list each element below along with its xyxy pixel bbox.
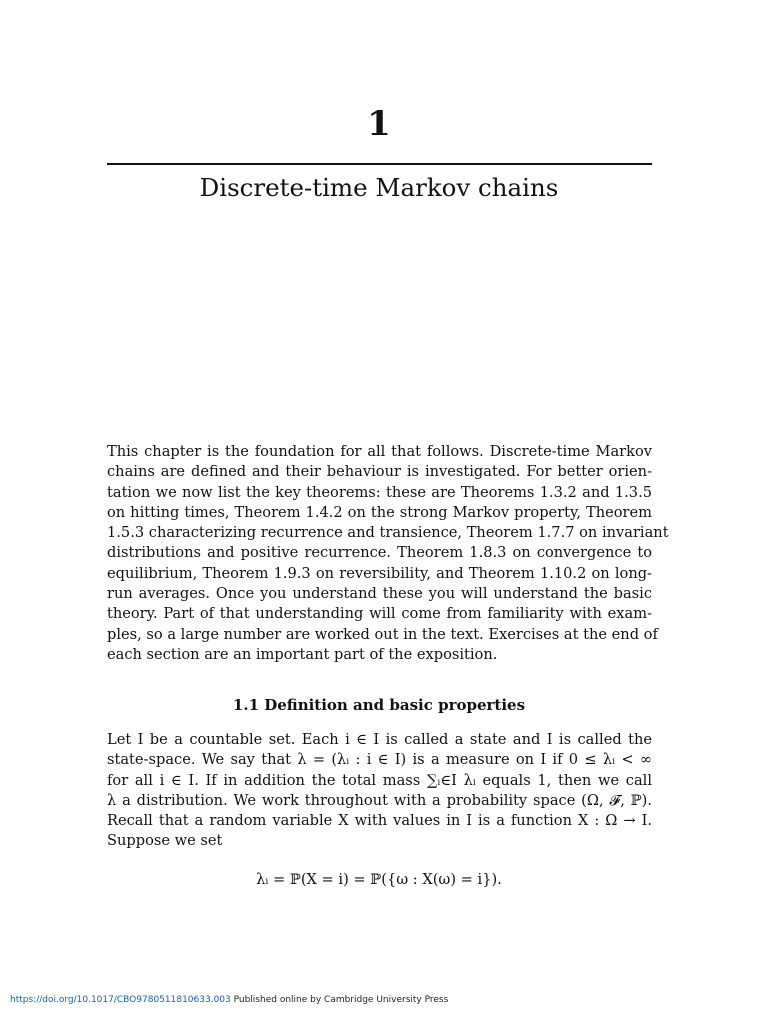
- body-line: Suppose we set: [107, 832, 223, 850]
- body-line: Let I be a countable set. Each i ∈ I is called a state and I is called the: [107, 731, 652, 748]
- body-line: λ a distribution. We work throughout with a probability space (Ω, 𝓕, ℙ).: [107, 791, 652, 809]
- published-note: Published online by Cambridge University Press: [233, 995, 449, 1005]
- intro-line: on hitting times, Theorem 1.4.2 on the strong Markov property, Theorem: [107, 503, 652, 521]
- intro-line: run averages. Once you understand these you will understand the basic: [107, 585, 652, 603]
- intro-line: each section are an important part of the exposition.: [107, 645, 498, 663]
- intro-line: equilibrium, Theorem 1.9.3 on reversibility, and Theorem 1.10.2 on long-: [107, 564, 652, 582]
- chapter-number: 1: [367, 104, 391, 144]
- footer: [10, 994, 448, 1006]
- body-line: for all i ∈ I. If in addition the total mass ∑ᵢ∈I λᵢ equals 1, then we call: [107, 771, 652, 789]
- intro-line: This chapter is the foundation for all that follows. Discrete-time Markov: [107, 443, 652, 460]
- body-line: state-space. We say that λ = (λᵢ : i ∈ I) is a measure on I if 0 ≤ λᵢ < ∞: [107, 751, 652, 769]
- body-line: Recall that a random variable X with values in I is a function X : Ω → I.: [107, 812, 652, 830]
- chapter-rule: [107, 163, 652, 165]
- intro-line: distributions and positive recurrence. Theorem 1.8.3 on convergence to: [107, 544, 652, 562]
- doi-link[interactable]: https://doi.org/10.1017/CBO9780511810633.003: [10, 995, 231, 1005]
- intro-line: tation we now list the key theorems: these are Theorems 1.3.2 and 1.3.5: [107, 483, 652, 501]
- section-heading: 1.1 Definition and basic properties: [232, 696, 526, 714]
- chapter-title: Discrete-time Markov chains: [199, 173, 559, 202]
- intro-paragraph: [107, 442, 669, 665]
- intro-line: chains are defined and their behaviour is investigated. For better orien-: [107, 463, 652, 481]
- display-equation: λᵢ = ℙ(X = i) = ℙ({ω : X(ω) = i}).: [256, 871, 502, 888]
- intro-line: theory. Part of that understanding will come from familiarity with exam-: [107, 605, 652, 623]
- intro-line: ples, so a large number are worked out in the text. Exercises at the end of: [107, 625, 658, 643]
- definition-paragraph: [107, 730, 652, 852]
- intro-line: 1.5.3 characterizing recurrence and transience, Theorem 1.7.7 on invariant: [107, 524, 669, 542]
